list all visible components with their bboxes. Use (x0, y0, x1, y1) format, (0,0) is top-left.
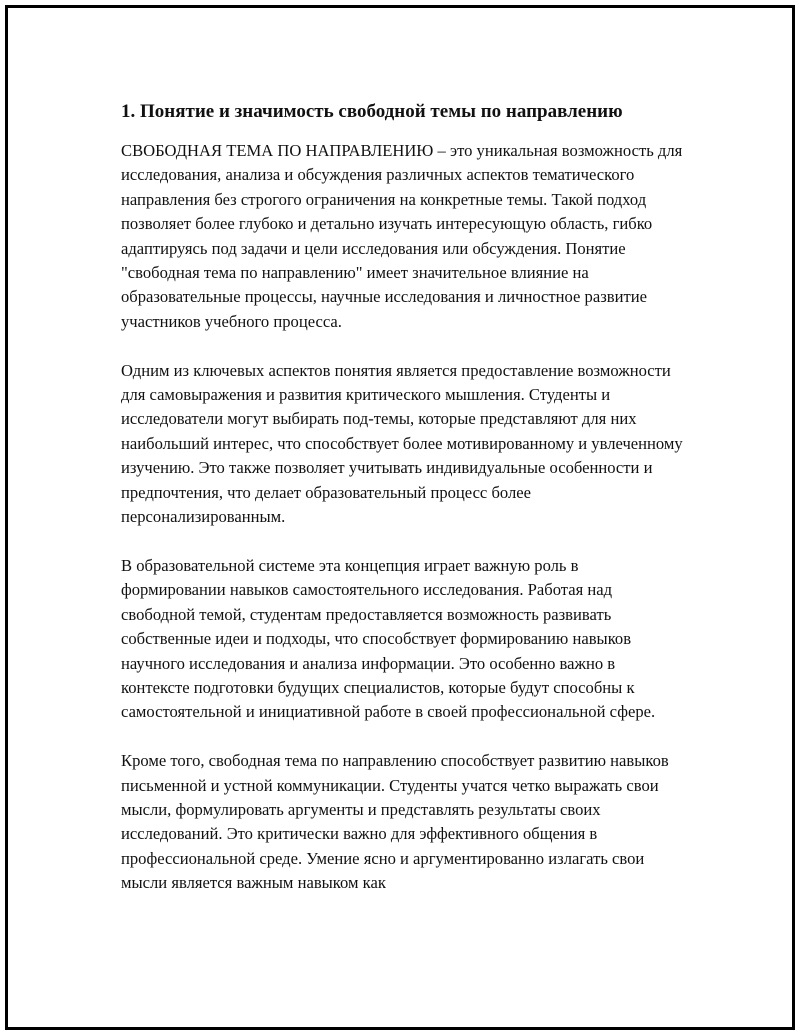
section-heading: 1. Понятие и значимость свободной темы по направлению (121, 101, 623, 122)
paragraph-3: В образовательной системе эта концепция играет важную роль в формировании навыков самостоятельного исследования. Работая над свободной темой, студентам предоставляется возможность развивать собственные идеи и подходы, что способствует формированию навыков научного исследования и анализа информации. Это особенно важно в контексте подготовки будущих специалистов, которые будут способны к самостоятельной и инициативной работе в своей профессиональной сфере. (121, 555, 656, 722)
document-page (5, 5, 795, 1030)
document-body (121, 100, 686, 920)
paragraph-1: СВОБОДНАЯ ТЕМА ПО НАПРАВЛЕНИЮ – это уникальная возможность для исследования, анализа и обсуждения различных аспектов тематического направления без строгого ограничения на конкретные темы. Такой подход позволяет более глубоко и детально изучать интересующую область, гибко адаптируясь под задачи и цели исследования или обсуждения. Понятие "свободная тема по направлению" имеет значительное влияние на образовательные процессы, научные исследования и личностное развитие участников учебного процесса. (121, 141, 683, 331)
paragraph-2: Одним из ключевых аспектов понятия является предоставление возможности для самовыражения и развития критического мышления. Студенты и исследователи могут выбирать под-темы, которые представляют для них наибольший интерес, что способствует более мотивированному и увлеченному изучению. Это также позволяет учитывать индивидуальные особенности и предпочтения, что делает образовательный процесс более персонализированным. (121, 360, 683, 527)
paragraph-4: Кроме того, свободная тема по направлению способствует развитию навыков письменной и устной коммуникации. Студенты учатся четко выражать свои мысли, формулировать аргументы и представлять результаты своих исследований. Это критически важно для эффективного общения в профессиональной среде. Умение ясно и аргументированно излагать свои мысли является важным навыком как (121, 751, 669, 893)
